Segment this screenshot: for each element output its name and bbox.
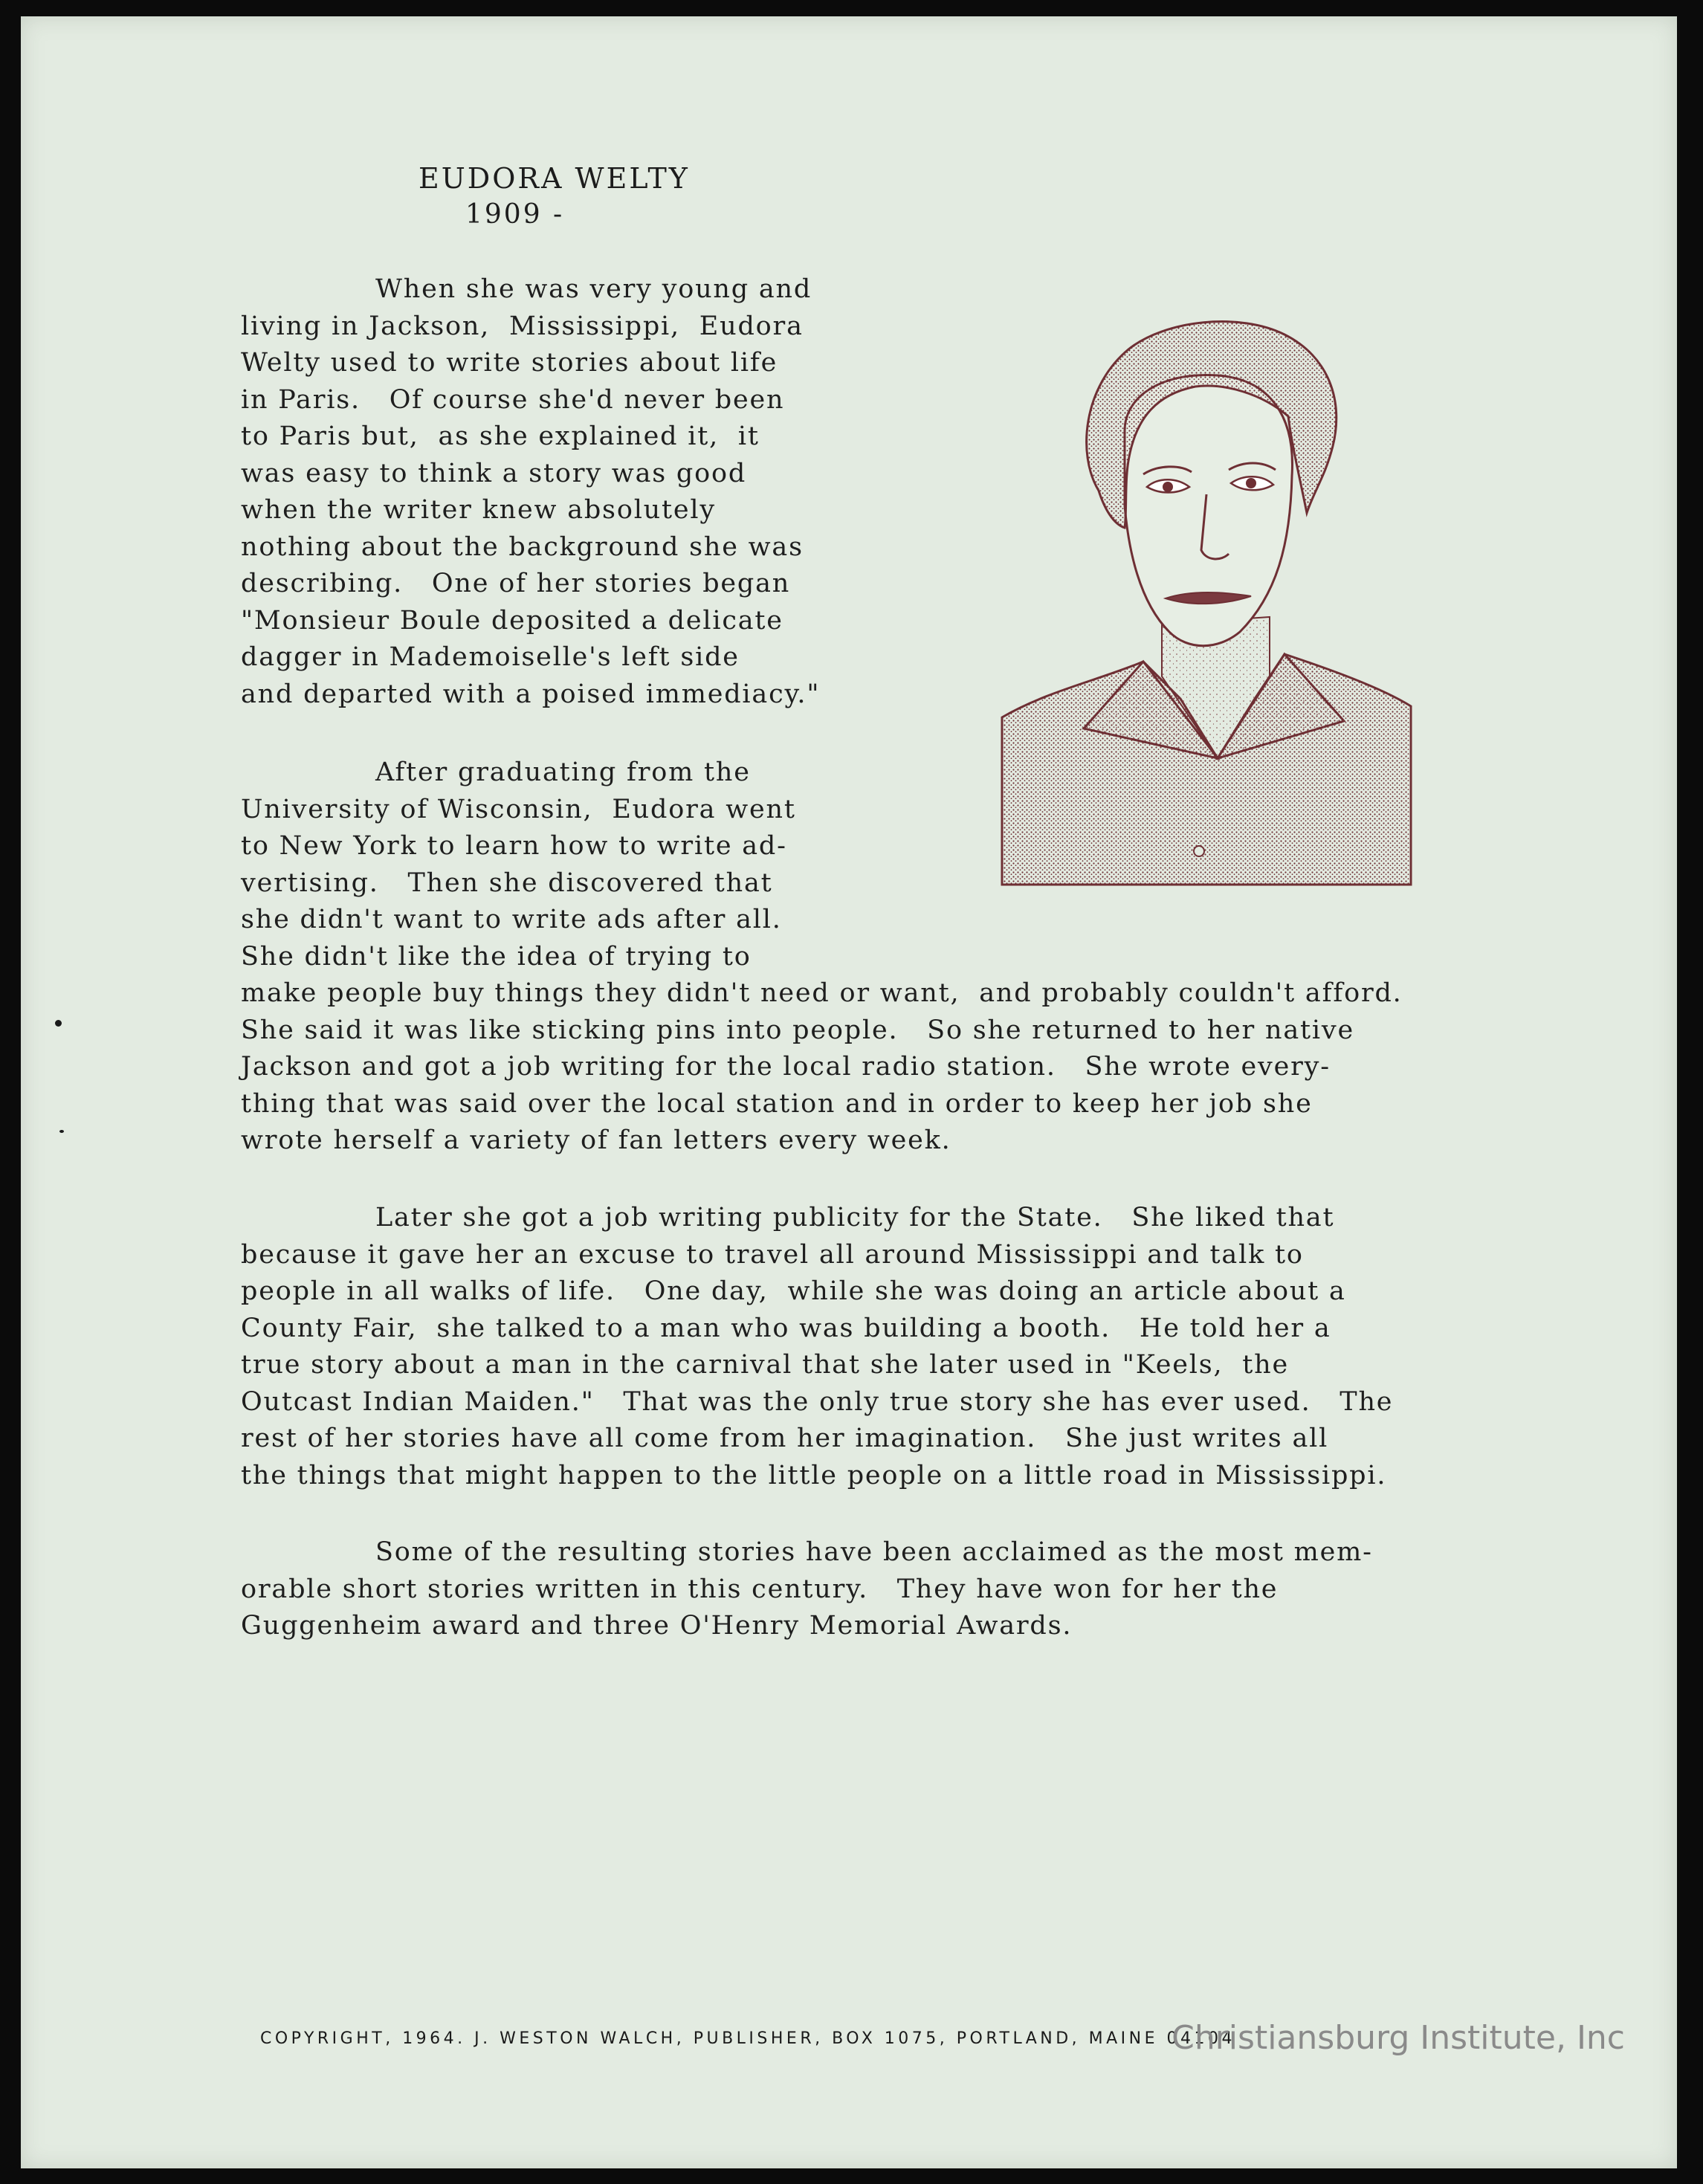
document-page <box>21 16 1677 2168</box>
biography-years: 1909 - <box>465 199 565 230</box>
margin-mark <box>59 1130 64 1133</box>
margin-mark <box>55 1020 62 1027</box>
biography-title: EUDORA WELTY <box>419 162 690 195</box>
paragraph-2: After graduating from the University of Wisconsin, Eudora went to New York to learn how to write ad- vertising. Then she discovered that she didn't want to write ads after all. She didn't like the idea of trying to make people buy things they didn't need or want, and probably couldn't afford. She said it was like sticking pins into people. So she returned to her native Jackson and got a job writing for the local radio station. She wrote every- thing that was said over the local station and in order to keep her job she wrote herself a variety of fan letters every week. <box>241 757 1403 1155</box>
paragraph-1: When she was very young and living in Jackson, Mississippi, Eudora Welty used to write stories about life in Paris. Of course she'd never been to Paris but, as she explained it, it was easy to think a story was good when the writer knew absolutely nothing about the background she was describing. One of her stories began "Monsieur Boule deposited a delicate dagger in Mademoiselle's left side and departed with a poised immediacy." <box>241 274 821 709</box>
portrait-illustration <box>995 305 1418 899</box>
portrait-button <box>1194 846 1204 856</box>
paragraph-4: Some of the resulting stories have been acclaimed as the most mem- orable short stories written in this century. They have won for her the Guggenheim award and three O'Henry Memorial Awards. <box>241 1537 1373 1641</box>
copyright-footer: COPYRIGHT, 1964. J. WESTON WALCH, PUBLISHER, BOX 1075, PORTLAND, MAINE 04104 <box>260 2029 1236 2048</box>
paragraph-3: Later she got a job writing publicity for the State. She liked that because it gave her an excuse to travel all around Mississippi and talk to people in all walks of life. One day, while she was doing an article about a County Fair, she talked to a man who was building a booth. He told her a true story about a man in the carnival that she later used in "Keels, the Outcast Indian Maiden." That was the only true story she has ever used. The rest of her stories have all come from her imagination. She just writes all the things that might happen to the little people on a little road in Mississippi. <box>241 1203 1394 1490</box>
portrait-face <box>1125 375 1292 645</box>
watermark-text: Christiansburg Institute, Inc <box>1172 2019 1625 2057</box>
